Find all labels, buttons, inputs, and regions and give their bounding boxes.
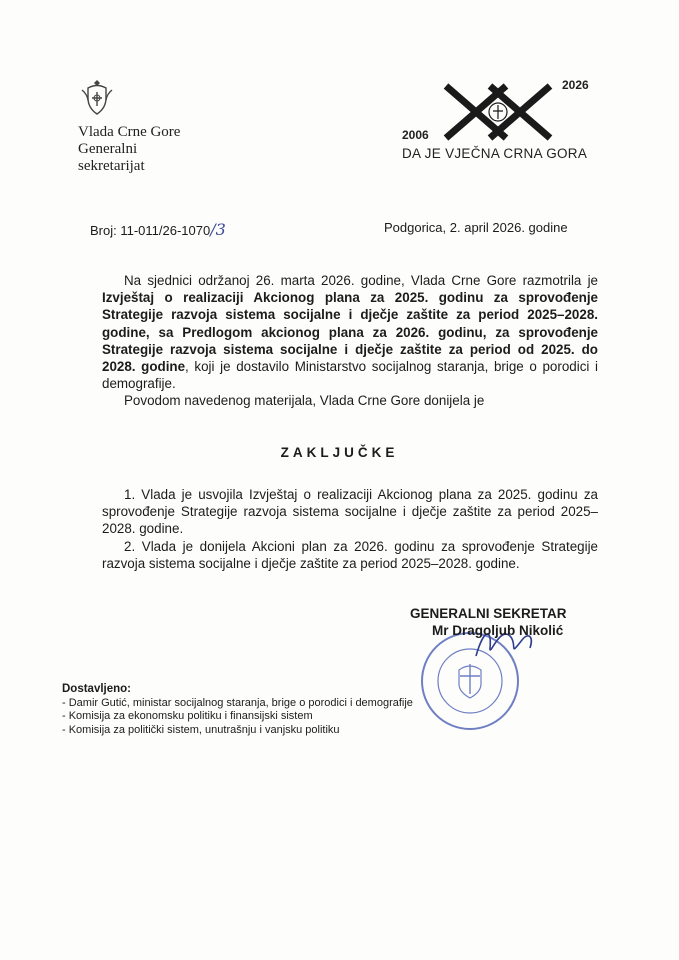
signatory-title: GENERALNI SEKRETAR [410,606,567,621]
logo-slogan: DA JE VJEČNA CRNA GORA [402,146,588,161]
logo-year-start: 2006 [402,128,429,142]
coat-of-arms-icon [78,76,116,120]
intro-text-1: Na sjednici održanoj 26. marta 2026. godine, Vlada Crne Gore razmotrila je [124,273,598,288]
intro-bold-title: Izvještaj o realizaciji Akcionog plana za 2025. godinu za sprovođenje Strategije razvoja sistema socijalne i dječje zaštite za period 2025–2028. godine, sa Predlogom akcionog plana za 2026. godinu, za sprovođenje Strategije razvoja sistema socijalne i dječje zaštite za period od 2025. do 2028. godine [102,290,598,375]
intro-paragraph [102,272,598,392]
reference-number [90,220,226,239]
distribution-list [62,683,413,737]
gov-line: Generalni [78,141,138,157]
gov-line: Vlada Crne Gore [78,124,181,140]
intro-text-2: , koji je dostavilo Ministarstvo socijalnog staranja, brige o porodici i demografije. [102,359,598,392]
distribution-item: - Komisija za ekonomsku politiku i finansijski sistem [62,710,313,722]
reference-handwritten-suffix: /3 [210,220,226,239]
conclusions-heading: ZAKLJUČKE [280,445,399,460]
conclusion-item: 2. Vlada je donijela Akcioni plan za 2026. godinu za sprovođenje Strategije razvoja sistema socijalne i dječje zaštite za period 2025–2028. godine. [102,538,598,571]
conclusion-item: 1. Vlada je usvojila Izvještaj o realizaciji Akcionog plana za 2025. godinu za sprovođenje Strategije razvoja sistema socijalne i dječje zaštite za period 2025–2028. godine. [102,487,598,537]
distribution-heading: Dostavljeno: [62,683,132,695]
conclusions-list [102,486,598,572]
distribution-item: - Komisija za politički sistem, unutrašnju i vanjsku politiku [62,723,340,736]
document-date: Podgorica, 2. april 2026. godine [384,220,568,235]
intro-paragraph-2: Povodom navedenog materijala, Vlada Crne Gore donijela je [124,393,485,409]
reference-label: Broj: 11-011/26-1070 [90,223,211,238]
government-name [78,124,180,175]
gov-line: sekretarijat [78,158,145,174]
logo-year-end: 2026 [562,78,589,92]
signatory-name: Mr Dragoljub Nikolić [432,623,564,638]
intro-text [102,272,598,410]
distribution-item: - Damir Gutić, ministar socijalnog staranja, brige o porodici i demografije [62,696,413,709]
